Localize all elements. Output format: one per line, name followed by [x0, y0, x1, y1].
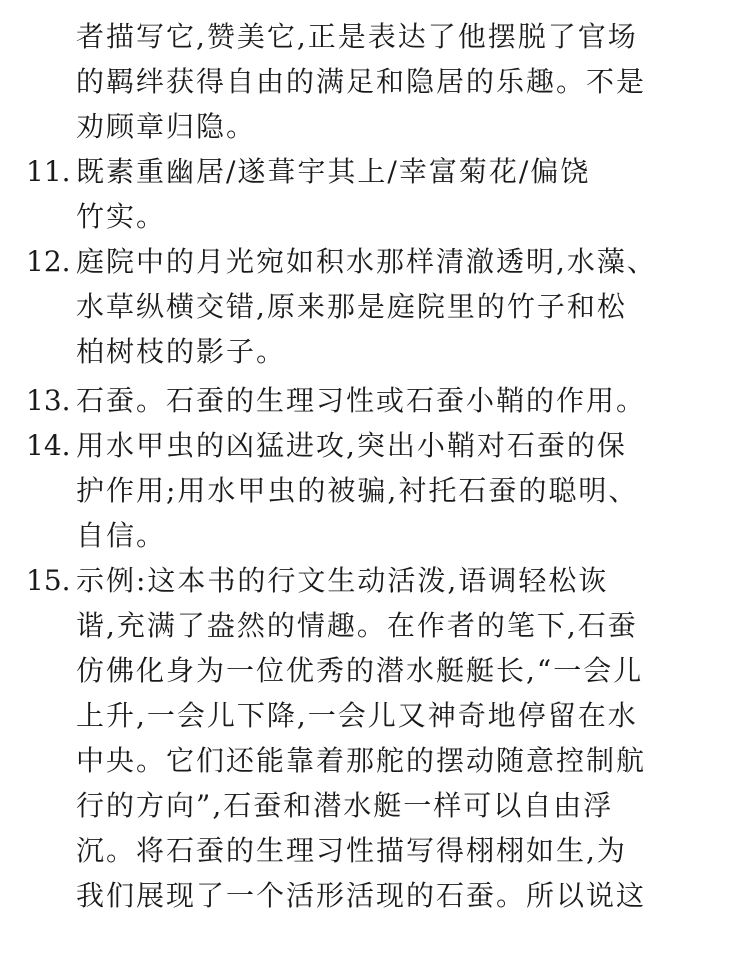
- continuation-line-2: 的羁绊获得自由的满足和隐居的乐趣。不是: [76, 65, 647, 98]
- item-line: 既素重幽居/遂葺宇其上/幸富菊花/偏饶: [76, 155, 591, 188]
- text-line: [0, 60, 740, 104]
- item-line: 谐,充满了盎然的情趣。在作者的笔下,石蚕: [76, 609, 638, 642]
- item-line: 用水甲虫的凶猛进攻,突出小鞘对石蚕的保: [76, 429, 627, 462]
- text-line: [0, 469, 740, 513]
- item-number: 15.: [26, 564, 71, 597]
- answer-item-12: [0, 240, 740, 284]
- item-line: 沉。将石蚕的生理习性描写得栩栩如生,为: [76, 834, 627, 867]
- item-line: 柏树枝的影子。: [76, 335, 287, 368]
- text-line: [0, 285, 740, 329]
- answer-item-11: [0, 150, 740, 194]
- item-line: 仿佛化身为一位优秀的潜水艇艇长,“一会儿: [76, 654, 644, 687]
- item-line: 行的方向”,石蚕和潜水艇一样可以自由浮: [76, 789, 614, 822]
- item-number: 12.: [26, 245, 71, 278]
- answer-item-14: [0, 424, 740, 468]
- text-line: [0, 330, 740, 374]
- text-line: [0, 784, 740, 828]
- continuation-line-1: 者描写它,赞美它,正是表达了他摆脱了官场: [76, 20, 638, 53]
- item-line: 上升,一会儿下降,一会儿又神奇地停留在水: [76, 699, 638, 732]
- item-line: 中央。它们还能靠着那舵的摆动随意控制航: [76, 744, 647, 777]
- item-line: 庭院中的月光宛如积水那样清澈透明,水藻、: [76, 245, 657, 278]
- item-line: 竹实。: [76, 200, 167, 233]
- text-line: [0, 514, 740, 558]
- text-line: [0, 649, 740, 693]
- text-line: [0, 694, 740, 738]
- text-line: [0, 195, 740, 239]
- item-line: 示例:这本书的行文生动活泼,语调轻松诙: [76, 564, 609, 597]
- text-line: [0, 739, 740, 783]
- item-number: 13.: [26, 384, 71, 417]
- answer-item-15: [0, 559, 740, 603]
- text-line: [0, 15, 740, 59]
- item-number: 11.: [26, 155, 71, 188]
- answer-item-13: [0, 379, 740, 423]
- item-line: 石蚕。石蚕的生理习性或石蚕小鞘的作用。: [76, 384, 647, 417]
- text-line: [0, 829, 740, 873]
- continuation-line-3: 劝顾章归隐。: [76, 110, 257, 143]
- item-line: 水草纵横交错,原来那是庭院里的竹子和松: [76, 290, 627, 323]
- item-line: 我们展现了一个活形活现的石蚕。所以说这: [76, 879, 647, 912]
- item-line: 自信。: [76, 519, 167, 552]
- item-number: 14.: [26, 429, 71, 462]
- text-line: [0, 874, 740, 918]
- item-line: 护作用;用水甲虫的被骗,衬托石蚕的聪明、: [76, 474, 639, 507]
- text-line: [0, 604, 740, 648]
- text-line: [0, 105, 740, 149]
